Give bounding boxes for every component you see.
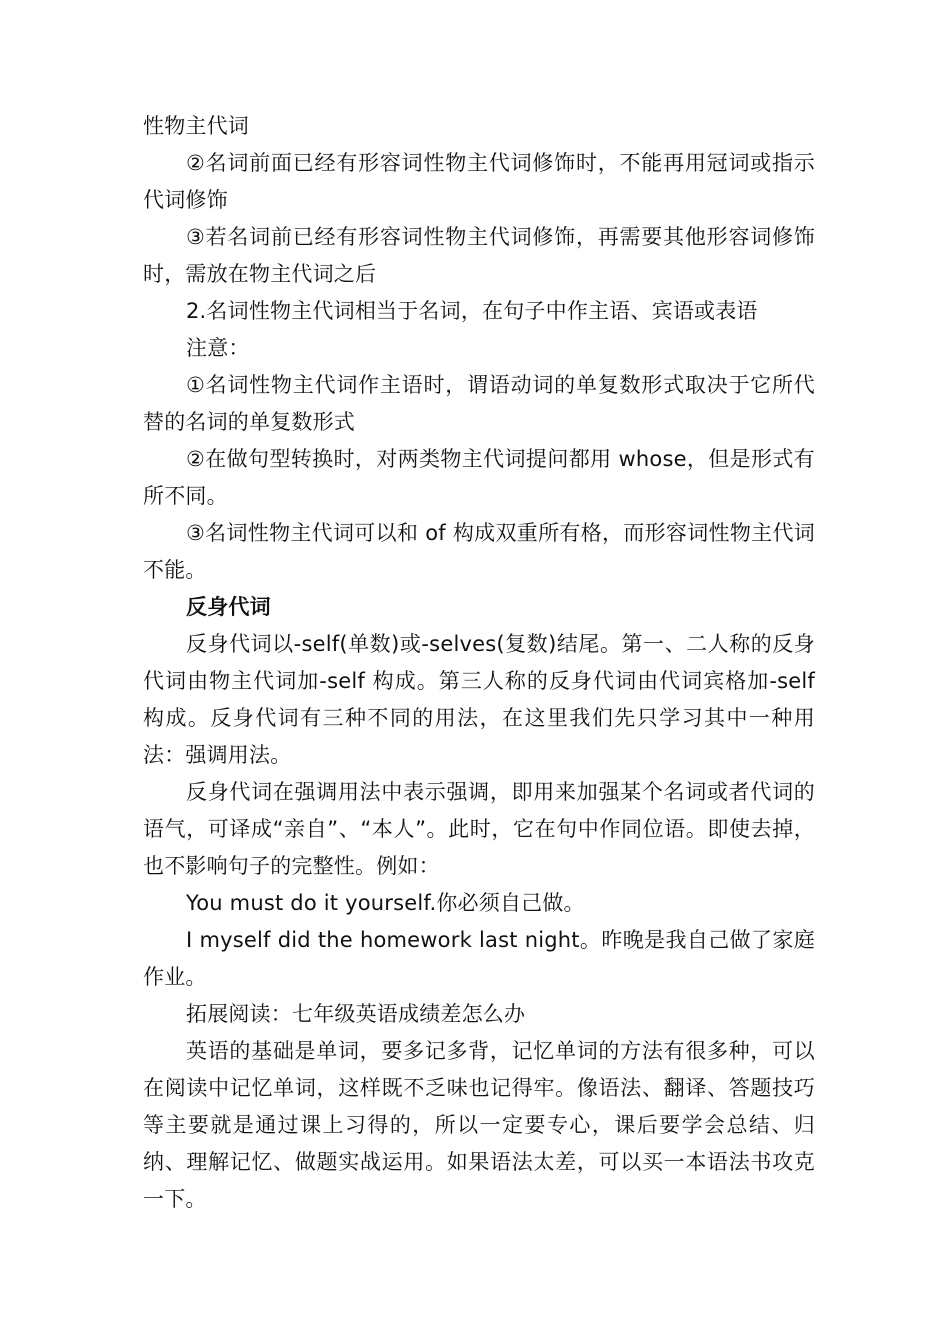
paragraph-extended-reading-body: 英语的基础是单词，要多记多背，记忆单词的方法有很多种，可以在阅读中记忆单词，这样既不乏味也记得牢。像语法、翻译、答题技巧等主要就是通过课上习得的，所以一定要专心，课后要学会总结、归纳、理解记忆、做题实战运用。如果语法太差，可以买一本语法书攻克一下。 [143,1039,815,1211]
section-heading: 反身代词 [186,595,271,619]
paragraph-attention-2: ②在做句型转换时，对两类物主代词提问都用 whose，但是形式有所不同。 [143,447,815,508]
paragraph-reflexive-intro: 反身代词以-self(单数)或-selves(复数)结尾。第一、二人称的反身代词由物主代词加-self 构成。第三人称的反身代词由代词宾格加-self 构成。反身代词有三种不同的用法，在这里我们先只学习其中一种用法：强调用法。 [143,632,815,767]
paragraph-attention: 注意： [186,336,250,360]
paragraph-attention-3: ③名词性物主代词可以和 of 构成双重所有格，而形容词性物主代词不能。 [143,521,815,582]
paragraph-reflexive-emphasis: 反身代词在强调用法中表示强调，即用来加强某个名词或者代词的语气，可译成“亲自”、“本人”。此时，它在句中作同位语。即使去掉，也不影响句子的完整性。例如： [143,780,815,878]
paragraph-note-2: ②名词前面已经有形容词性物主代词修饰时，不能再用冠词或指示代词修饰 [143,151,815,212]
paragraph-section-2: 2.名词性物主代词相当于名词，在句子中作主语、宾语或表语 [186,299,758,323]
paragraph-note-3: ③若名词前已经有形容词性物主代词修饰，再需要其他形容词修饰时，需放在物主代词之后 [143,225,815,286]
paragraph-example-2: I myself did the homework last night。昨晚是我自己做了家庭作业。 [143,928,815,989]
paragraph-extended-reading-title: 拓展阅读：七年级英语成绩差怎么办 [186,1002,526,1026]
paragraph-example-1: You must do it yourself.你必须自己做。 [186,891,585,915]
paragraph-attention-1: ①名词性物主代词作主语时，谓语动词的单复数形式取决于它所代替的名词的单复数形式 [143,373,815,434]
paragraph-continuation: 性物主代词 [143,114,249,138]
document-page [143,108,815,1218]
